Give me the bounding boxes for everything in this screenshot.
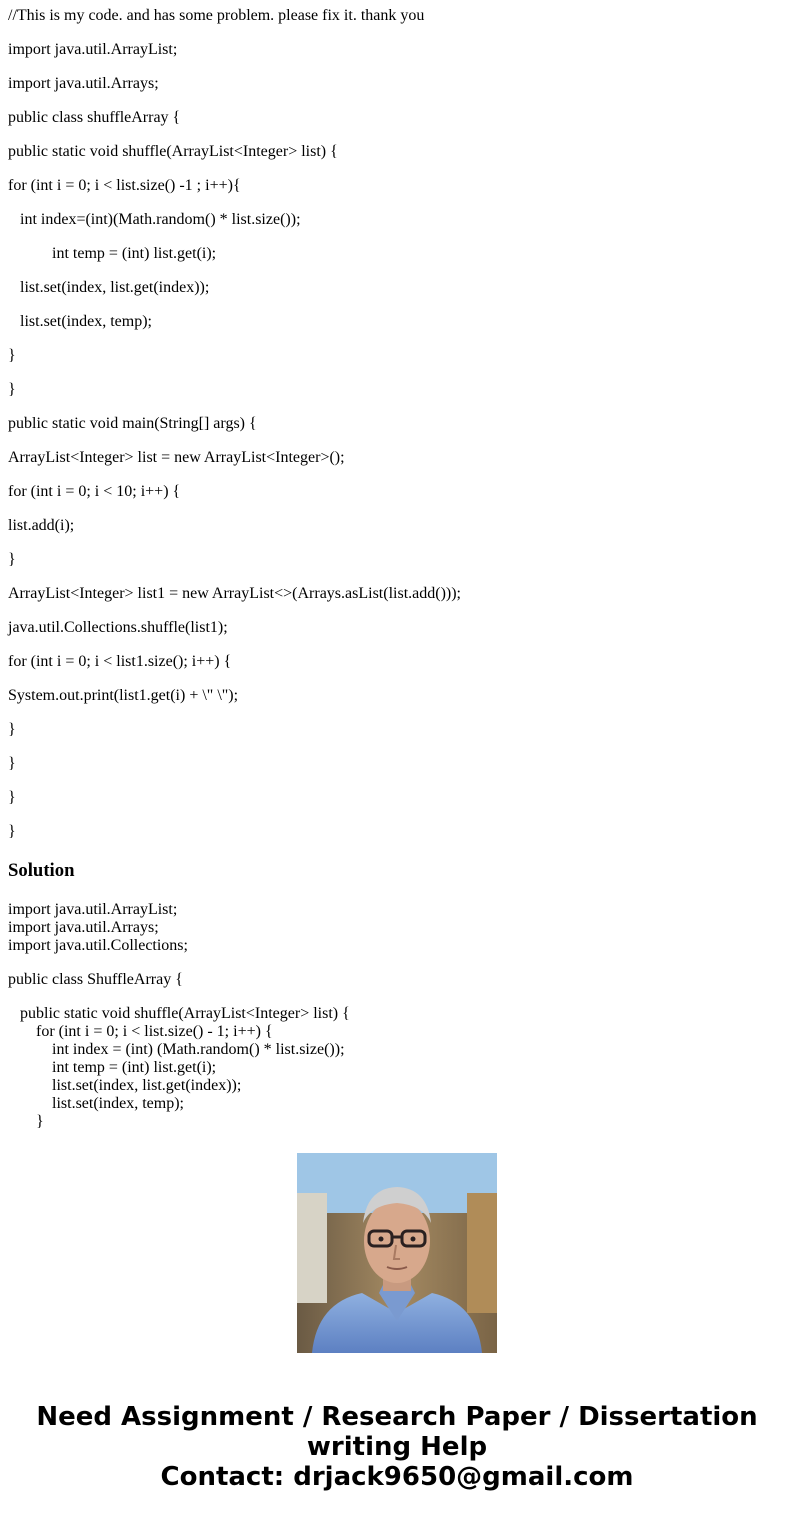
promo-line-2: writing Help	[306, 1432, 488, 1462]
solution-code-line: list.set(index, list.get(index));	[8, 1077, 242, 1094]
question-code-line: public static void main(String[] args) {	[8, 415, 257, 432]
solution-code-line: public class ShuffleArray {	[8, 971, 183, 988]
question-code-line: int index=(int)(Math.random() * list.size());	[8, 211, 301, 228]
question-code-line: public class shuffleArray {	[8, 109, 181, 126]
promo-banner	[0, 1402, 794, 1492]
solution-code-line: int temp = (int) list.get(i);	[8, 1059, 217, 1076]
solution-code-line	[8, 955, 778, 971]
question-code-line: System.out.print(list1.get(i) + \" \");	[8, 687, 239, 704]
author-photo	[297, 1153, 497, 1353]
question-code-line: }	[8, 381, 16, 398]
question-code-line: }	[8, 823, 16, 840]
solution-code-line: }	[8, 1113, 44, 1130]
question-code-line: for (int i = 0; i < 10; i++) {	[8, 483, 181, 500]
question-code-line: }	[8, 347, 16, 364]
question-code-line: list.set(index, temp);	[8, 313, 152, 330]
question-code-line: public static void shuffle(ArrayList<Integer> list) {	[8, 143, 338, 160]
question-code-line: for (int i = 0; i < list1.size(); i++) {	[8, 653, 232, 670]
question-code-line: }	[8, 551, 16, 568]
solution-code-block	[8, 901, 778, 1130]
question-code-line: //This is my code. and has some problem. please fix it. thank you	[8, 7, 425, 24]
question-code-line: }	[8, 789, 16, 806]
question-code-line: ArrayList<Integer> list = new ArrayList<Integer>();	[8, 449, 345, 466]
question-code-block	[8, 7, 778, 857]
question-code-line: java.util.Collections.shuffle(list1);	[8, 619, 228, 636]
solution-heading: Solution	[8, 860, 75, 881]
question-code-line: ArrayList<Integer> list1 = new ArrayList<>(Arrays.asList(list.add()));	[8, 585, 461, 602]
solution-code-line	[8, 989, 778, 1005]
question-code-line: int temp = (int) list.get(i);	[8, 245, 217, 262]
question-code-line: }	[8, 721, 16, 738]
question-code-line: list.add(i);	[8, 517, 75, 534]
solution-code-line: list.set(index, temp);	[8, 1095, 184, 1112]
solution-code-line: for (int i = 0; i < list.size() - 1; i++) {	[8, 1023, 273, 1040]
promo-contact: Contact: drjack9650@gmail.com	[160, 1462, 634, 1492]
solution-code-line: import java.util.Collections;	[8, 937, 188, 954]
question-code-line: }	[8, 755, 16, 772]
question-code-line: import java.util.Arrays;	[8, 75, 159, 92]
question-code-line: list.set(index, list.get(index));	[8, 279, 210, 296]
solution-code-line: import java.util.Arrays;	[8, 919, 159, 936]
solution-code-line: import java.util.ArrayList;	[8, 901, 178, 918]
promo-line-1: Need Assignment / Research Paper / Dissertation	[36, 1402, 758, 1432]
author-avatar	[297, 1153, 497, 1353]
solution-code-line: int index = (int) (Math.random() * list.size());	[8, 1041, 345, 1058]
question-code-line: for (int i = 0; i < list.size() -1 ; i++){	[8, 177, 241, 194]
solution-code-line: public static void shuffle(ArrayList<Integer> list) {	[8, 1005, 350, 1022]
question-code-line: import java.util.ArrayList;	[8, 41, 178, 58]
